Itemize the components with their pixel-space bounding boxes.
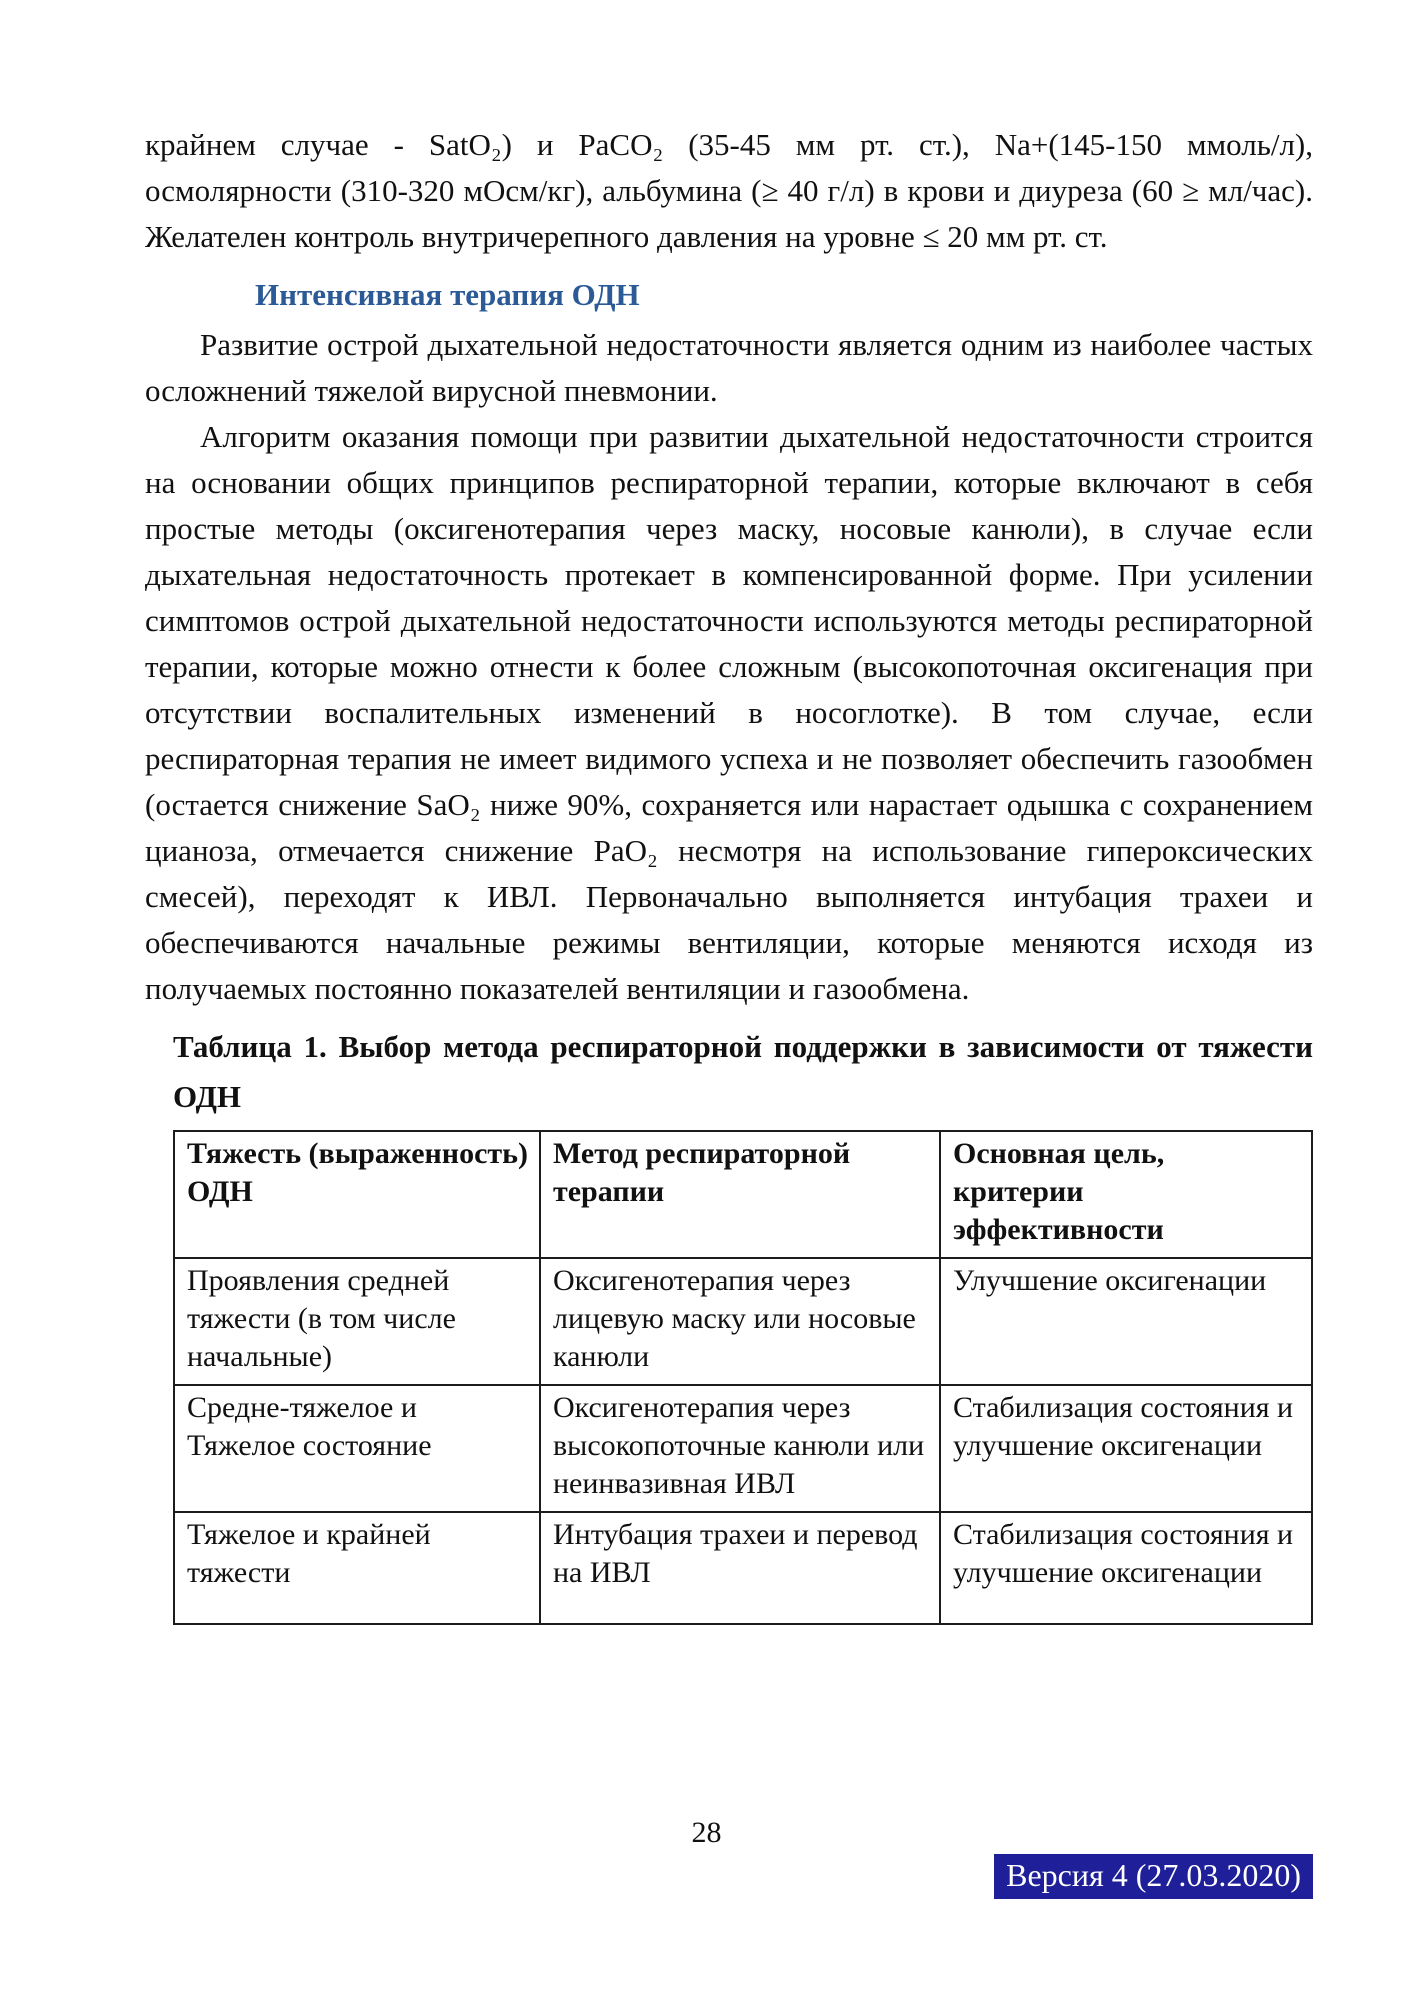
version-badge: Версия 4 (27.03.2020) [994,1854,1313,1899]
section-heading-intensive-therapy: Интенсивная терапия ОДН [255,277,640,312]
table-header-row [174,1131,1312,1258]
table-header-severity: Тяжесть (выраженность) ОДН [174,1131,540,1258]
paragraph-monitoring-targets: крайнем случае - SatO₂) и PaCO₂ (35-45 мм рт. ст.), Na+(145-150 ммоль/л), осмолярности (310-320 мОсм/кг), альбумина (≥ 40 г/л) в крови и диуреза (60 ≥ мл/час). Желателен контроль внутричерепного давления на уровне ≤ 20 мм рт. ст. [145,127,1313,254]
page-content [145,0,1313,1625]
table-header-goal: Основная цель, критерии эффективности [940,1131,1312,1258]
table-cell-severity: Тяжелое и крайней тяжести [174,1512,540,1624]
table-header-method: Метод респираторной терапии [540,1131,940,1258]
table-caption: Таблица 1. Выбор метода респираторной поддержки в зависимости от тяжести ОДН [173,1029,1313,1114]
table-cell-method: Оксигенотерапия через высокопоточные канюли или неинвазивная ИВЛ [540,1385,940,1512]
table-cell-severity: Проявления средней тяжести (в том числе начальные) [174,1258,540,1385]
paragraph-respiratory-algorithm: Алгоритм оказания помощи при развитии дыхательной недостаточности строится на основании общих принципов респираторной терапии, которые включают в себя простые методы (оксигенотерапия через маску, носовые канюли), в случае если дыхательная недостаточность протекает в компенсированной форме. При усилении симптомов острой дыхательной недостаточности используются методы респираторной терапии, которые можно отнести к более сложным (высокопоточная оксигенация при отсутствии воспалительных изменений в носоглотке). В том случае, если респираторная терапия не имеет видимого успеха и не позволяет обеспечить газообмен (остается снижение SaO₂ ниже 90%, сохраняется или нарастает одышка с сохранением цианоза, отмечается снижение PaO₂ несмотря на использование гипероксических смесей), переходят к ИВЛ. Первоначально выполняется интубация трахеи и обеспечиваются начальные режимы вентиляции, которые меняются исходя из получаемых постоянно показателей вентиляции и газообмена. [145,419,1313,1006]
table-cell-goal: Стабилизация состояния и улучшение оксигенации [940,1512,1312,1624]
table-row [174,1385,1312,1512]
table-row [174,1512,1312,1624]
table-cell-goal: Улучшение оксигенации [940,1258,1312,1385]
table-cell-method: Оксигенотерапия через лицевую маску или носовые канюли [540,1258,940,1385]
paragraph-ards-development: Развитие острой дыхательной недостаточности является одним из наиболее частых осложнений тяжелой вирусной пневмонии. [145,327,1313,408]
table-cell-severity: Средне-тяжелое и Тяжелое состояние [174,1385,540,1512]
respiratory-support-table [173,1130,1313,1625]
table-row [174,1258,1312,1385]
page-number: 28 [691,1816,722,1849]
table-cell-goal: Стабилизация состояния и улучшение оксигенации [940,1385,1312,1512]
table-cell-method: Интубация трахеи и перевод на ИВЛ [540,1512,940,1624]
